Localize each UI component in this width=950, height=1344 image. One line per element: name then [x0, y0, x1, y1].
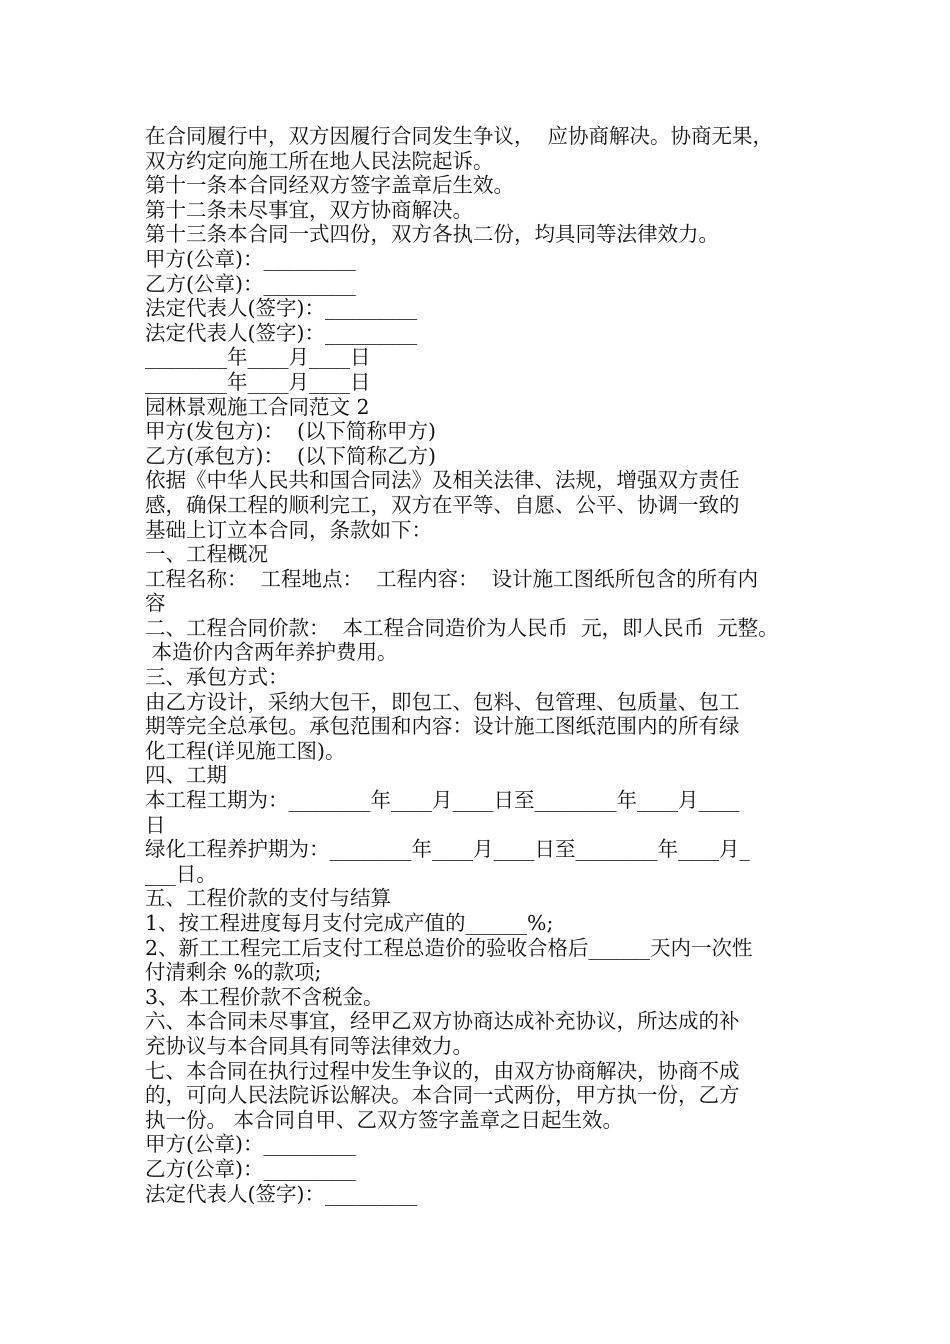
document-line: 2、新工工程完工后支付工程总造价的验收合格后______天内一次性: [145, 935, 753, 960]
document-line: ___日。: [145, 861, 217, 886]
document-line: 3、本工程价款不含税金。: [145, 984, 384, 1009]
document-line: 法定代表人(签字)：_________: [145, 1181, 418, 1206]
document-line: 乙方(公章)：_________: [145, 1156, 356, 1181]
document-line: 四、工期: [145, 763, 227, 788]
document-line: 第十二条未尽事宜，双方协商解决。: [145, 197, 473, 222]
document-line: 三、承包方式：: [145, 665, 289, 690]
document-line: 法定代表人(签字)：_________: [145, 296, 418, 321]
document-line: 工程名称： 工程地点： 工程内容： 设计施工图纸所包含的所有内: [145, 566, 759, 591]
document-line: 本工程工期为：________年____月____日至________年____月____: [145, 788, 740, 813]
document-line: 的，可向人民法院诉讼解决。本合同一式两份，甲方执一份，乙方: [145, 1083, 740, 1108]
document-line: ________年____月____日: [145, 345, 371, 370]
document-line: 本造价内含两年养护费用。: [145, 640, 398, 665]
document-line: 乙方(承包方)： (以下简称乙方): [145, 443, 437, 468]
document-line: 甲方(公章)：_________: [145, 1132, 356, 1157]
document-line: 基础上订立本合同，条款如下：: [145, 517, 432, 542]
document-line: 感，确保工程的顺利完工，双方在平等、自愿、公平、协调一致的: [145, 492, 740, 517]
document-line: 执一份。 本合同自甲、乙双方签字盖章之日起生效。: [145, 1107, 624, 1132]
document-line: 五、工程价款的支付与结算: [145, 886, 391, 911]
document-line: 一、工程概况: [145, 542, 268, 567]
document-line: 法定代表人(签字)：_________: [145, 320, 418, 345]
document-line: 第十三条本合同一式四份，双方各执二份，均具同等法律效力。: [145, 222, 719, 247]
document-line: 日: [145, 812, 166, 837]
document-line: 由乙方设计，采纳大包干，即包工、包料、包管理、包质量、包工: [145, 689, 740, 714]
document-line: 双方约定向施工所在地人民法院起诉。: [145, 148, 494, 173]
document-line: 甲方(公章)：_________: [145, 246, 356, 271]
document-line: 七、本合同在执行过程中发生争议的，由双方协商解决，协商不成: [145, 1058, 740, 1083]
document-line: 第十一条本合同经双方签字盖章后生效。: [145, 173, 514, 198]
document-line: 期等完全总承包。承包范围和内容：设计施工图纸范围内的所有绿: [145, 714, 740, 739]
document-line: ________年____月____日: [145, 369, 371, 394]
document-line: 1、按工程进度每月支付完成产值的______%;: [145, 911, 554, 935]
document-body: [145, 124, 845, 1206]
document-line: 充协议与本合同具有同等法律效力。: [145, 1033, 473, 1058]
document-line: 容: [145, 591, 166, 616]
document-line: 依据《中华人民共和国合同法》及相关法律、法规，增强双方责任: [145, 468, 740, 493]
document-line: 乙方(公章)：_________: [145, 271, 356, 296]
document-line: 化工程(详见施工图)。: [145, 738, 346, 763]
document-line: 付清剩余 %的款项;: [145, 960, 322, 985]
document-line: 甲方(发包方)： (以下简称甲方): [145, 419, 437, 444]
document-line: 在合同履行中，双方因履行合同发生争议， 应协商解决。协商无果，: [145, 124, 774, 148]
document-line: 园林景观施工合同范文 2: [145, 394, 370, 419]
document-line: 二、工程合同价款： 本工程合同造价为人民币 元，即人民币 元整。: [145, 615, 779, 640]
document-line: 绿化工程养护期为：________年____月____日至________年____月_: [145, 837, 750, 862]
document-line: 六、本合同未尽事宜，经甲乙双方协商达成补充协议，所达成的补: [145, 1009, 740, 1034]
